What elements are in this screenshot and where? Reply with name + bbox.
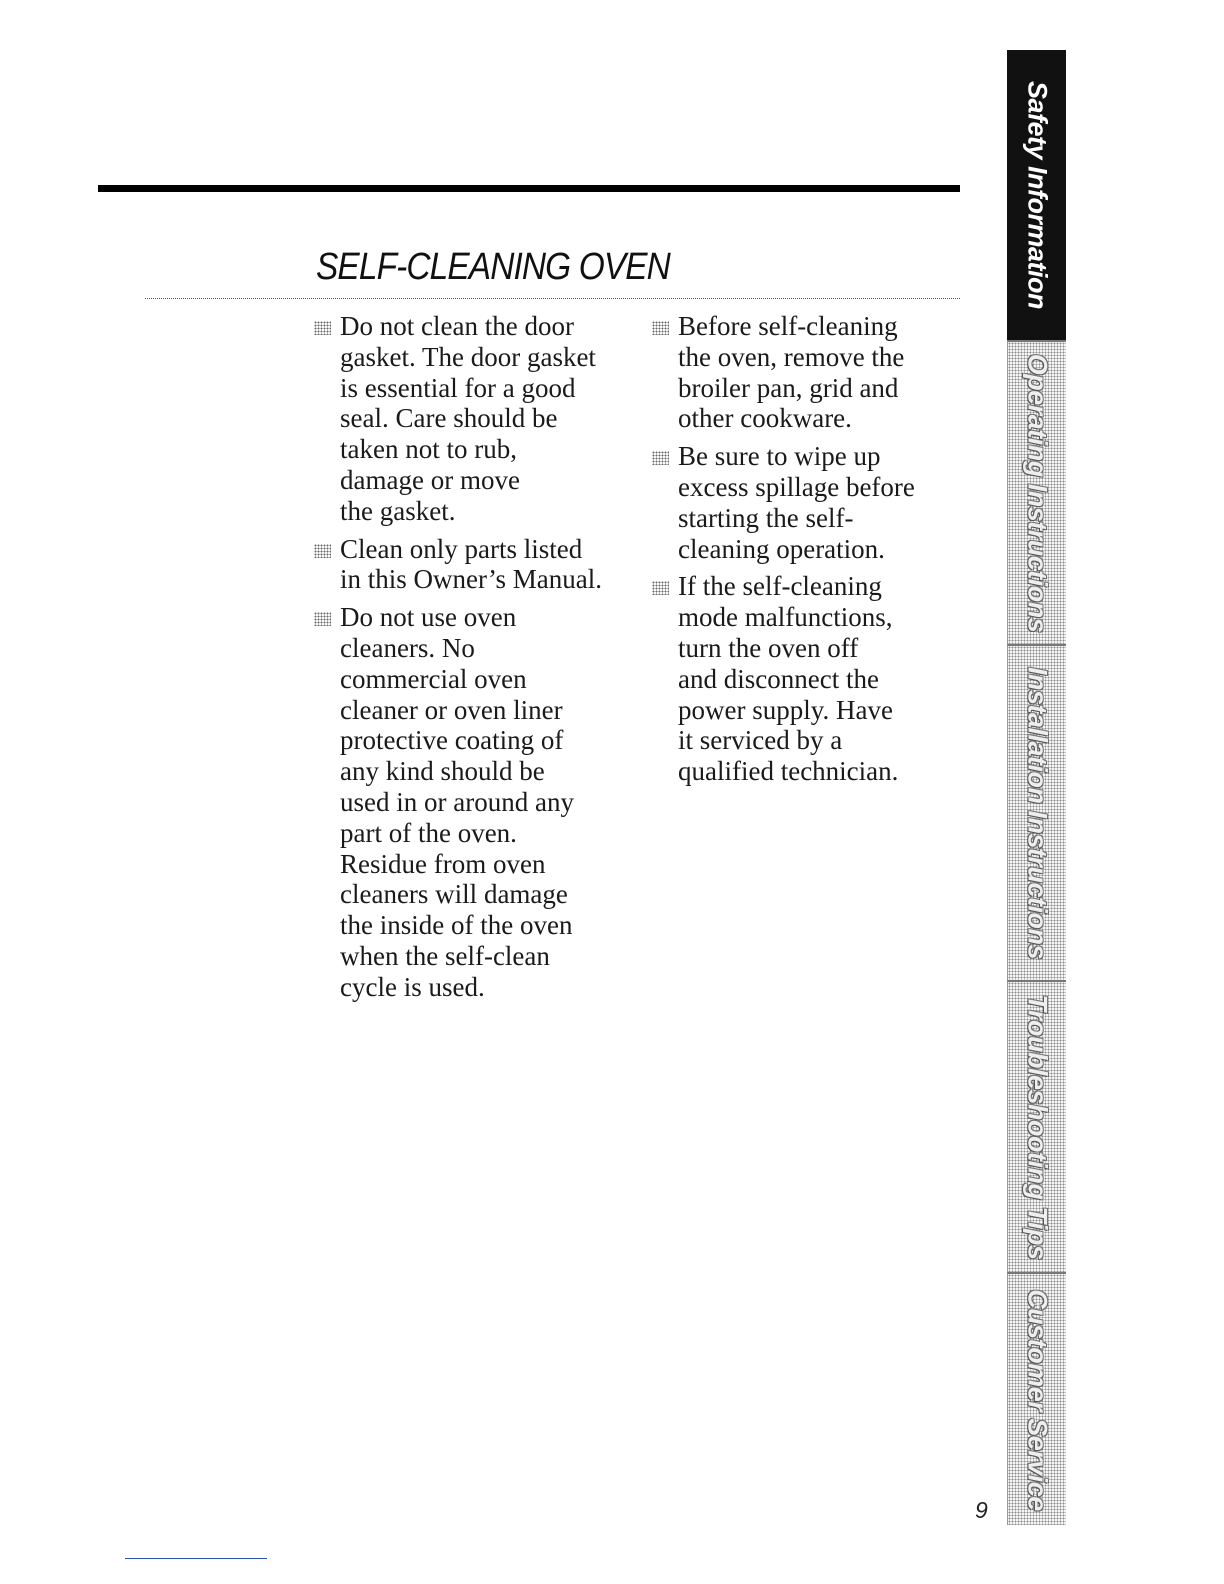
- bullet-icon: [314, 544, 331, 558]
- bullet-text: Be sure to wipe up excess spillage before starting the self- cleaning operation.: [678, 441, 915, 564]
- bullet-icon: [314, 612, 331, 626]
- tab-installation-instructions[interactable]: [1007, 644, 1066, 980]
- tab-label: Troubleshooting Tips: [1022, 994, 1053, 1260]
- tab-safety-information[interactable]: [1007, 50, 1066, 340]
- section-tab-strip: [1007, 50, 1066, 1525]
- tab-troubleshooting-tips[interactable]: [1007, 980, 1066, 1272]
- right-column: [650, 311, 950, 794]
- tab-label: Installation Instructions: [1022, 666, 1053, 960]
- left-column: [312, 311, 642, 1010]
- bullet-item: [312, 534, 642, 596]
- top-rule: [98, 185, 960, 192]
- tab-label: Operating Instructions: [1022, 353, 1053, 633]
- bullet-icon: [652, 581, 669, 595]
- bullet-item: [312, 311, 642, 527]
- section-title: SELF-CLEANING OVEN: [316, 246, 670, 288]
- bullet-item: [650, 441, 950, 564]
- bullet-icon: [314, 321, 331, 335]
- bullet-text: Clean only parts listed in this Owner’s Manual.: [340, 533, 602, 595]
- dotted-rule: [145, 298, 960, 299]
- page-number: 9: [975, 1497, 988, 1523]
- bullet-item: [650, 571, 950, 787]
- bullet-text: Do not clean the door gasket. The door gasket is essential for a good seal. Care should be taken not to rub, damage or move the gasket.: [340, 311, 596, 526]
- bullet-item: [650, 311, 950, 434]
- tab-label: Safety Information: [1022, 80, 1052, 310]
- bullet-item: [312, 602, 642, 1002]
- bullet-icon: [652, 451, 669, 465]
- tab-label: Customer Service: [1022, 1288, 1053, 1511]
- bullet-text: Before self-cleaning the oven, remove the broiler pan, grid and other cookware.: [678, 311, 905, 434]
- tab-customer-service[interactable]: [1007, 1272, 1066, 1525]
- footer-line: [125, 1558, 267, 1559]
- tab-operating-instructions[interactable]: [1007, 340, 1066, 644]
- bullet-text: Do not use oven cleaners. No commercial oven cleaner or oven liner protective coating of any kind should be used in or around any part of the oven. Residue from oven cleaners will damage the inside of the oven when the self-clean cycle is used.: [340, 602, 574, 1002]
- bullet-icon: [652, 321, 669, 335]
- bullet-text: If the self-cleaning mode malfunctions, turn the oven off and disconnect the power supply. Have it serviced by a qualified technician.: [678, 571, 899, 787]
